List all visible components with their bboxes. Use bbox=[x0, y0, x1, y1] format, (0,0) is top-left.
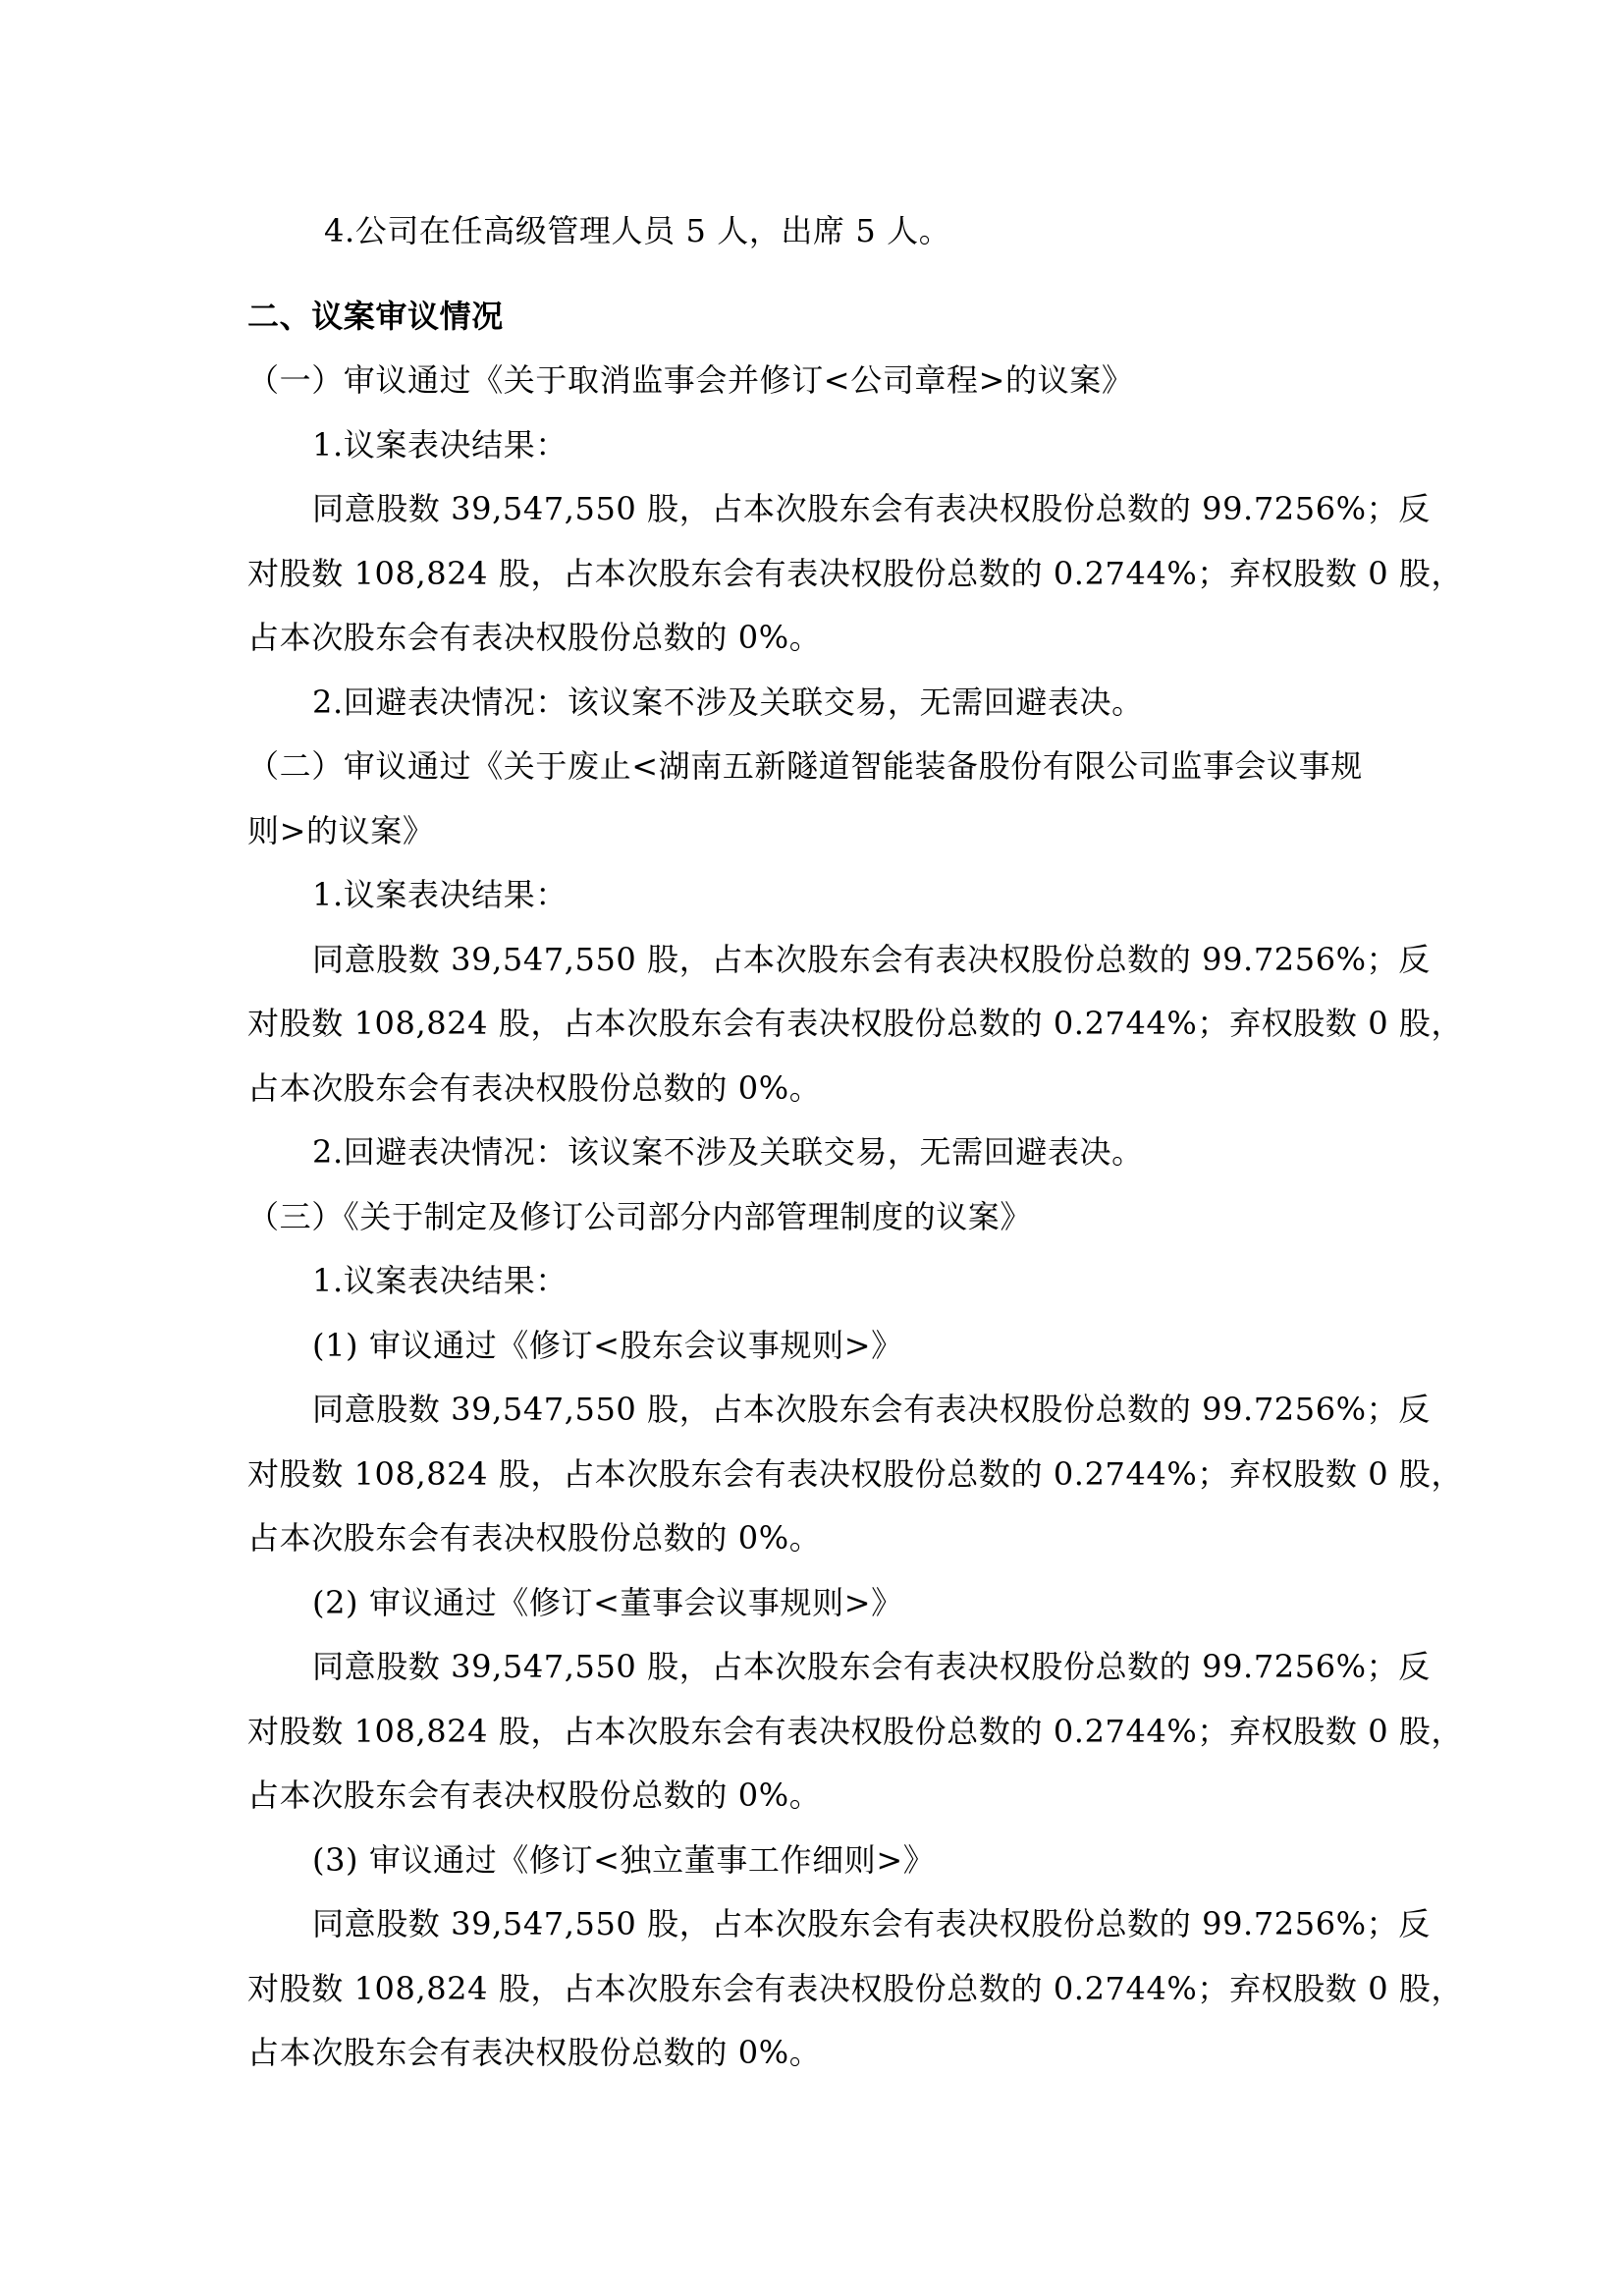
motion3-sub1-title: (1) 审议通过《修订<股东会议事规则>》 bbox=[312, 1327, 903, 1364]
motion3-sub2-vote-line2: 对股数 108,824 股，占本次股东会有表决权股份总数的 0.2744%；弃权股数 0 股， bbox=[247, 1713, 1464, 1750]
motion1-vote-line2: 对股数 108,824 股，占本次股东会有表决权股份总数的 0.2744%；弃权股数 0 股， bbox=[247, 555, 1464, 592]
motion1-title: （一）审议通过《关于取消监事会并修订<公司章程>的议案》 bbox=[247, 361, 1134, 399]
motion2-recusal: 2.回避表决情况：该议案不涉及关联交易，无需回避表决。 bbox=[312, 1133, 1144, 1171]
motion1-vote-line3: 占本次股东会有表决权股份总数的 0%。 bbox=[247, 619, 822, 656]
motion3-sub1-vote-line1: 同意股数 39,547,550 股，占本次股东会有表决权股份总数的 99.7256%；反 bbox=[312, 1391, 1431, 1428]
motion2-vote-line3: 占本次股东会有表决权股份总数的 0%。 bbox=[247, 1069, 822, 1107]
motion2-title-line2: 则>的议案》 bbox=[247, 812, 435, 849]
motion3-sub2-vote-line3: 占本次股东会有表决权股份总数的 0%。 bbox=[247, 1777, 822, 1814]
section-heading: 二、议案审议情况 bbox=[247, 298, 504, 335]
motion3-sub1-vote-line3: 占本次股东会有表决权股份总数的 0%。 bbox=[247, 1519, 822, 1557]
motion3-sub2-title: (2) 审议通过《修订<董事会议事规则>》 bbox=[312, 1584, 903, 1621]
motion2-vote-line2: 对股数 108,824 股，占本次股东会有表决权股份总数的 0.2744%；弃权股数 0 股， bbox=[247, 1005, 1464, 1042]
motion1-recusal: 2.回避表决情况：该议案不涉及关联交易，无需回避表决。 bbox=[312, 683, 1144, 721]
motion1-result-label: 1.议案表决结果： bbox=[312, 426, 568, 464]
motion3-title: （三）《关于制定及修订公司部分内部管理制度的议案》 bbox=[247, 1198, 1033, 1235]
motion3-sub3-title: (3) 审议通过《修订<独立董事工作细则>》 bbox=[312, 1841, 936, 1879]
motion2-result-label: 1.议案表决结果： bbox=[312, 876, 568, 913]
motion3-sub2-vote-line1: 同意股数 39,547,550 股，占本次股东会有表决权股份总数的 99.7256%；反 bbox=[312, 1648, 1431, 1685]
motion2-vote-line1: 同意股数 39,547,550 股，占本次股东会有表决权股份总数的 99.7256%；反 bbox=[312, 941, 1431, 978]
motion3-sub1-vote-line2: 对股数 108,824 股，占本次股东会有表决权股份总数的 0.2744%；弃权股数 0 股， bbox=[247, 1455, 1464, 1493]
motion3-sub3-vote-line3: 占本次股东会有表决权股份总数的 0%。 bbox=[247, 2034, 822, 2071]
motion3-result-label: 1.议案表决结果： bbox=[312, 1262, 568, 1299]
motion2-title-line1: （二）审议通过《关于废止<湖南五新隧道智能装备股份有限公司监事会议事规 bbox=[247, 747, 1363, 785]
motion1-vote-line1: 同意股数 39,547,550 股，占本次股东会有表决权股份总数的 99.7256%；反 bbox=[312, 490, 1431, 527]
motion3-sub3-vote-line1: 同意股数 39,547,550 股，占本次股东会有表决权股份总数的 99.7256%；反 bbox=[312, 1905, 1431, 1942]
attendance-line: 4.公司在任高级管理人员 5 人，出席 5 人。 bbox=[324, 212, 951, 249]
motion3-sub3-vote-line2: 对股数 108,824 股，占本次股东会有表决权股份总数的 0.2744%；弃权股数 0 股， bbox=[247, 1970, 1464, 2007]
